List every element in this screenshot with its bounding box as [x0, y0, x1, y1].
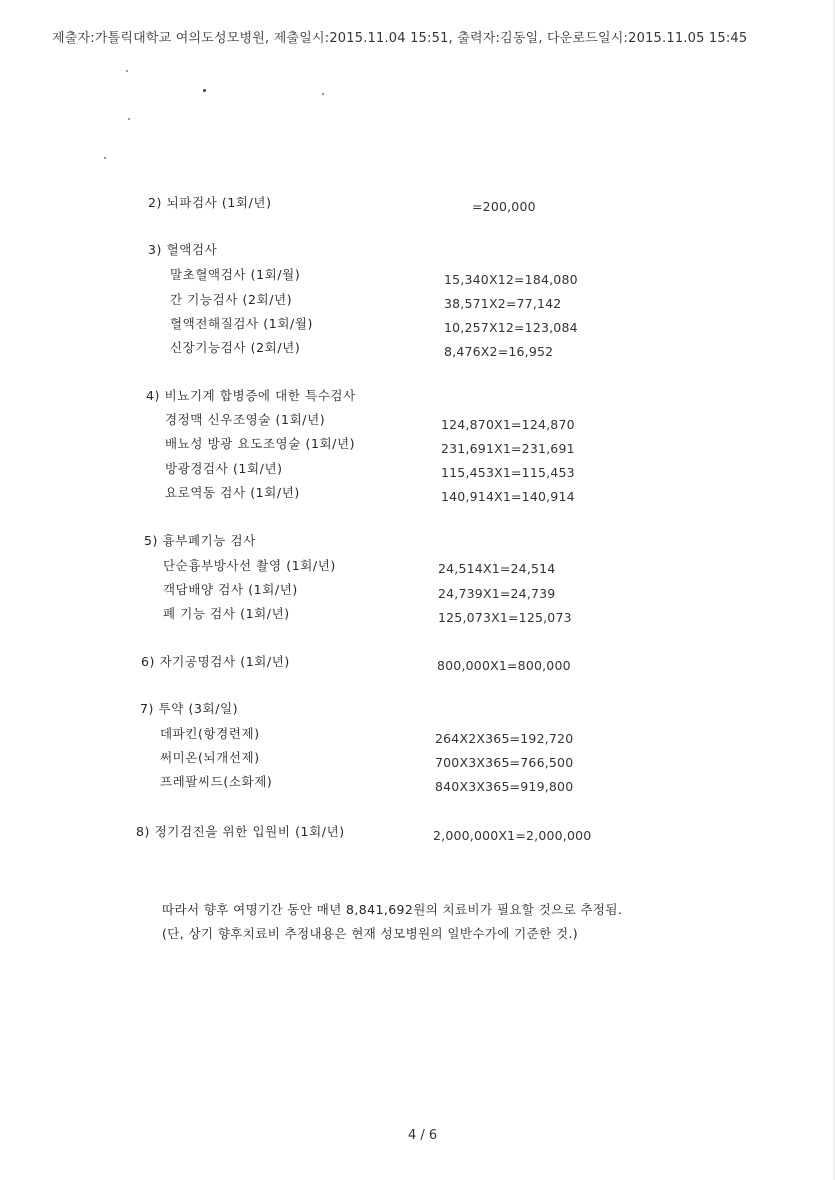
- scan-speck: [128, 118, 130, 120]
- item-label: 요로역동 검사 (1회/년): [165, 485, 300, 500]
- section-title: 7) 투약 (3회/일): [140, 701, 239, 716]
- item-label: 객담배양 검사 (1회/년): [163, 582, 298, 597]
- item-label: 방광경검사 (1회/년): [165, 461, 283, 476]
- section-title: 6) 자기공명검사 (1회/년): [141, 654, 290, 669]
- item-value: 124,870X1=124,870: [441, 417, 575, 432]
- item-label: 프레팔씨드(소화제): [160, 774, 273, 789]
- item-label: 데파킨(항경련제): [160, 726, 260, 741]
- item-value: 264X2X365=192,720: [435, 731, 574, 746]
- section-title: 3) 혈액검사: [148, 242, 218, 257]
- item-label: 혈액전해질검사 (1회/월): [170, 316, 313, 331]
- section-title: 5) 흉부폐기능 검사: [144, 533, 256, 548]
- item-label: 단순흉부방사선 촬영 (1회/년): [163, 558, 336, 573]
- item-value: 115,453X1=115,453: [441, 465, 575, 480]
- scan-speck: [104, 157, 106, 159]
- page-number: 4 / 6: [408, 1128, 438, 1143]
- item-label: 경정맥 신우조영술 (1회/년): [165, 412, 326, 427]
- item-value: 24,739X1=24,739: [438, 586, 556, 601]
- item-value: 231,691X1=231,691: [441, 441, 575, 456]
- scan-speck: [126, 70, 128, 72]
- item-label: 써미온(뇌개선제): [160, 750, 260, 765]
- section-value: =200,000: [472, 199, 536, 214]
- section-value: 2,000,000X1=2,000,000: [433, 828, 592, 843]
- item-value: 140,914X1=140,914: [441, 489, 575, 504]
- print-header: 제출자:가톨릭대학교 여의도성모병원, 제출일시:2015.11.04 15:51, 출력자:김동일, 다운로드일시:2015.11.05 15:45: [52, 31, 748, 46]
- item-label: 간 기능검사 (2회/년): [170, 292, 293, 307]
- section-title: 4) 비뇨기계 합병증에 대한 특수검사: [146, 388, 356, 403]
- item-label: 말초혈액검사 (1회/월): [170, 267, 301, 282]
- item-label: 폐 기능 검사 (1회/년): [163, 606, 290, 621]
- summary-note: 따라서 향후 여명기간 동안 매년 8,841,692원의 치료비가 필요할 것으로 추정됨.: [162, 902, 623, 917]
- summary-footnote: (단, 상기 향후치료비 추정내용은 현재 성모병원의 일반수가에 기준한 것.): [162, 926, 579, 941]
- section-title: 2) 뇌파검사 (1회/년): [148, 195, 272, 210]
- section-value: 800,000X1=800,000: [437, 658, 571, 673]
- section-title: 8) 정기검진을 위한 입원비 (1회/년): [136, 824, 345, 839]
- item-label: 신장기능검사 (2회/년): [170, 340, 301, 355]
- item-value: 38,571X2=77,142: [444, 296, 562, 311]
- scan-speck: [322, 93, 324, 95]
- item-value: 125,073X1=125,073: [438, 610, 572, 625]
- item-value: 700X3X365=766,500: [435, 755, 574, 770]
- item-label: 배뇨성 방광 요도조영술 (1회/년): [165, 436, 356, 451]
- item-value: 10,257X12=123,084: [444, 320, 578, 335]
- item-value: 24,514X1=24,514: [438, 561, 556, 576]
- item-value: 840X3X365=919,800: [435, 779, 574, 794]
- scan-speck: [203, 89, 206, 92]
- item-value: 15,340X12=184,080: [444, 272, 578, 287]
- item-value: 8,476X2=16,952: [444, 344, 554, 359]
